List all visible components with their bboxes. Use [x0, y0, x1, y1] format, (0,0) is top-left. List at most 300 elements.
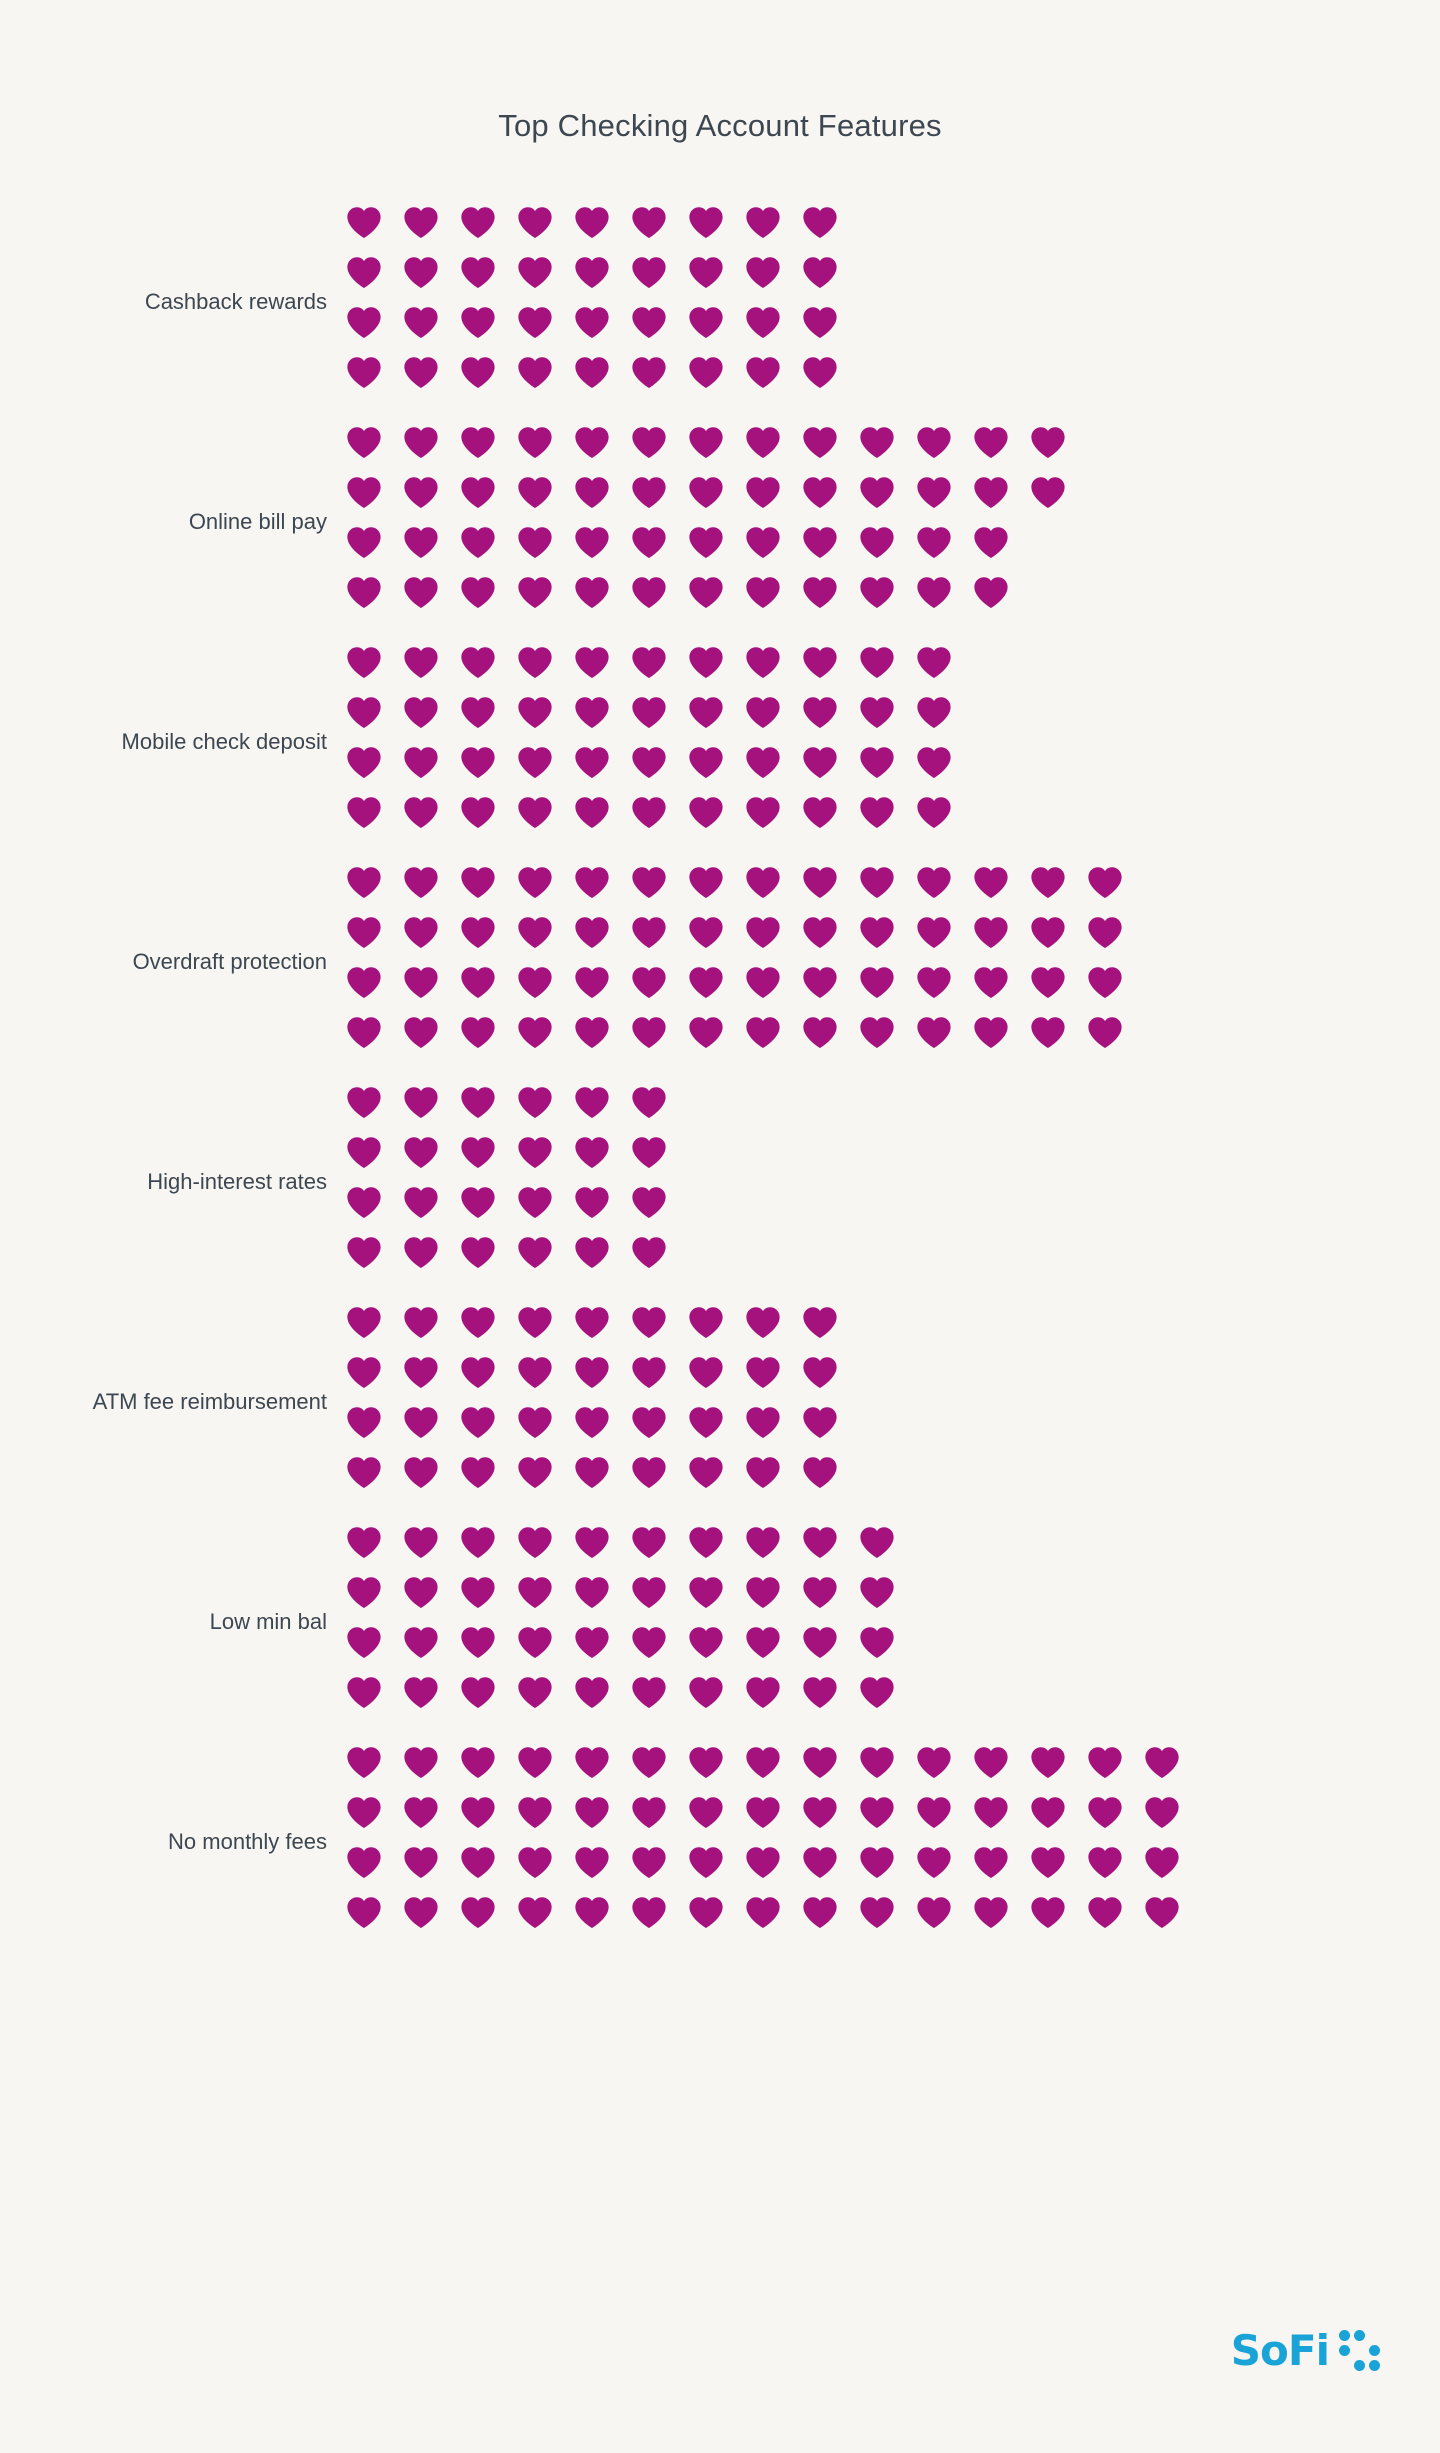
heart-icon [459, 1795, 516, 1839]
heart-icon [801, 1525, 858, 1569]
pictogram-icon-line [345, 1625, 1415, 1669]
heart-icon [345, 1015, 402, 1059]
heart-icon [459, 355, 516, 399]
heart-icon [744, 1525, 801, 1569]
pictogram-icons [345, 865, 1415, 1059]
heart-icon [345, 1085, 402, 1129]
heart-icon [459, 1135, 516, 1179]
heart-icon [573, 1455, 630, 1499]
heart-icon [630, 1525, 687, 1569]
heart-icon [516, 1675, 573, 1719]
heart-icon [801, 305, 858, 349]
heart-icon [573, 1405, 630, 1449]
heart-icon [972, 525, 1029, 569]
heart-icon [402, 1525, 459, 1569]
heart-icon [1029, 1895, 1086, 1939]
pictogram-icon-line [345, 575, 1415, 619]
heart-icon [630, 795, 687, 839]
heart-icon [402, 965, 459, 1009]
heart-icon [858, 745, 915, 789]
heart-icon [858, 425, 915, 469]
heart-icon [573, 1795, 630, 1839]
logo-dot [1354, 2330, 1365, 2341]
heart-icon [573, 965, 630, 1009]
heart-icon [516, 865, 573, 909]
logo-dot [1354, 2345, 1365, 2356]
heart-icon [459, 1085, 516, 1129]
heart-icon [516, 745, 573, 789]
heart-icon [744, 865, 801, 909]
heart-icon [687, 1305, 744, 1349]
logo-wordmark: SoFi [1230, 2326, 1329, 2375]
heart-icon [402, 1625, 459, 1669]
pictogram-icons [345, 425, 1415, 619]
heart-icon [573, 355, 630, 399]
heart-icon [858, 1745, 915, 1789]
heart-icon [801, 205, 858, 249]
heart-icon [516, 1085, 573, 1129]
heart-icon [516, 575, 573, 619]
heart-icon [972, 575, 1029, 619]
heart-icon [915, 865, 972, 909]
heart-icon [687, 1845, 744, 1889]
heart-icon [744, 525, 801, 569]
heart-icon [801, 575, 858, 619]
heart-icon [687, 1405, 744, 1449]
heart-icon [858, 1795, 915, 1839]
pictogram-icons [345, 1305, 1415, 1499]
heart-icon [516, 1575, 573, 1619]
heart-icon [1029, 1015, 1086, 1059]
logo-dot [1369, 2345, 1380, 2356]
heart-icon [345, 475, 402, 519]
logo-dot [1354, 2360, 1365, 2371]
heart-icon [744, 475, 801, 519]
heart-icon [801, 1895, 858, 1939]
heart-icon [573, 1525, 630, 1569]
heart-icon [687, 1745, 744, 1789]
heart-icon [858, 1845, 915, 1889]
heart-icon [402, 1895, 459, 1939]
heart-icon [402, 355, 459, 399]
heart-icon [801, 1305, 858, 1349]
heart-icon [345, 1405, 402, 1449]
heart-icon [345, 205, 402, 249]
heart-icon [516, 425, 573, 469]
heart-icon [516, 525, 573, 569]
heart-icon [1029, 425, 1086, 469]
heart-icon [687, 645, 744, 689]
heart-icon [1143, 1795, 1200, 1839]
heart-icon [915, 525, 972, 569]
pictogram-row [0, 1745, 1440, 1939]
heart-icon [915, 475, 972, 519]
heart-icon [459, 745, 516, 789]
heart-icon [630, 525, 687, 569]
heart-icon [516, 1135, 573, 1179]
pictogram-icon-line [345, 425, 1415, 469]
heart-icon [630, 645, 687, 689]
heart-icon [345, 745, 402, 789]
heart-icon [1143, 1845, 1200, 1889]
heart-icon [459, 1405, 516, 1449]
heart-icon [630, 205, 687, 249]
heart-icon [459, 1625, 516, 1669]
heart-icon [744, 1675, 801, 1719]
pictogram-icon-line [345, 1355, 1415, 1399]
heart-icon [744, 1625, 801, 1669]
heart-icon [345, 1795, 402, 1839]
heart-icon [516, 1015, 573, 1059]
pictogram-icons [345, 205, 1415, 399]
heart-icon [915, 1795, 972, 1839]
pictogram-row [0, 205, 1440, 399]
heart-icon [801, 1575, 858, 1619]
heart-icon [687, 355, 744, 399]
pictogram-row-label: Online bill pay [188, 508, 327, 534]
heart-icon [744, 1575, 801, 1619]
heart-icon [402, 795, 459, 839]
heart-icon [516, 1305, 573, 1349]
heart-icon [630, 1675, 687, 1719]
heart-icon [801, 1405, 858, 1449]
heart-icon [402, 1185, 459, 1229]
heart-icon [459, 695, 516, 739]
sofi-logo [1231, 2326, 1380, 2375]
heart-icon [687, 1895, 744, 1939]
heart-icon [402, 475, 459, 519]
heart-icon [744, 645, 801, 689]
heart-icon [972, 915, 1029, 959]
heart-icon [1029, 915, 1086, 959]
heart-icon [402, 1675, 459, 1719]
heart-icon [516, 695, 573, 739]
heart-icon [1086, 1845, 1143, 1889]
heart-icon [801, 1355, 858, 1399]
pictogram-icon-line [345, 1845, 1415, 1889]
heart-icon [402, 1745, 459, 1789]
heart-icon [801, 1845, 858, 1889]
heart-icon [573, 1235, 630, 1279]
heart-icon [744, 1015, 801, 1059]
heart-icon [402, 1235, 459, 1279]
heart-icon [573, 1625, 630, 1669]
heart-icon [744, 255, 801, 299]
pictogram-icon-line [345, 205, 1415, 249]
heart-icon [858, 1625, 915, 1669]
heart-icon [459, 1305, 516, 1349]
heart-icon [801, 695, 858, 739]
heart-icon [459, 1895, 516, 1939]
heart-icon [1086, 1795, 1143, 1839]
pictogram-chart [0, 205, 1440, 1965]
heart-icon [687, 965, 744, 1009]
heart-icon [345, 305, 402, 349]
heart-icon [687, 305, 744, 349]
pictogram-icon-line [345, 1895, 1415, 1939]
heart-icon [573, 205, 630, 249]
heart-icon [630, 1405, 687, 1449]
heart-icon [687, 1795, 744, 1839]
heart-icon [345, 1185, 402, 1229]
heart-icon [687, 475, 744, 519]
heart-icon [687, 915, 744, 959]
pictogram-icon-line [345, 1235, 1415, 1279]
heart-icon [915, 695, 972, 739]
heart-icon [972, 965, 1029, 1009]
heart-icon [459, 1845, 516, 1889]
heart-icon [516, 1455, 573, 1499]
heart-icon [459, 645, 516, 689]
heart-icon [744, 355, 801, 399]
heart-icon [459, 1575, 516, 1619]
heart-icon [744, 1745, 801, 1789]
heart-icon [573, 525, 630, 569]
pictogram-icon-line [345, 1795, 1415, 1839]
pictogram-row-label: Mobile check deposit [121, 728, 327, 754]
heart-icon [516, 1845, 573, 1889]
heart-icon [630, 1795, 687, 1839]
heart-icon [345, 1135, 402, 1179]
heart-icon [630, 1895, 687, 1939]
logo-dot [1339, 2330, 1350, 2341]
heart-icon [858, 865, 915, 909]
heart-icon [573, 1895, 630, 1939]
pictogram-row-label: ATM fee reimbursement [92, 1388, 327, 1414]
heart-icon [915, 915, 972, 959]
heart-icon [744, 575, 801, 619]
heart-icon [858, 525, 915, 569]
logo-dot [1369, 2360, 1380, 2371]
heart-icon [459, 1455, 516, 1499]
pictogram-row-label: High-interest rates [147, 1168, 327, 1194]
heart-icon [687, 1355, 744, 1399]
heart-icon [630, 425, 687, 469]
heart-icon [801, 425, 858, 469]
heart-icon [516, 1525, 573, 1569]
heart-icon [402, 525, 459, 569]
heart-icon [516, 1235, 573, 1279]
heart-icon [402, 915, 459, 959]
heart-icon [345, 645, 402, 689]
pictogram-row-label: Overdraft protection [132, 948, 327, 974]
heart-icon [345, 355, 402, 399]
heart-icon [630, 575, 687, 619]
heart-icon [858, 1675, 915, 1719]
heart-icon [402, 1355, 459, 1399]
heart-icon [801, 1675, 858, 1719]
logo-dot [1369, 2330, 1380, 2341]
heart-icon [573, 865, 630, 909]
pictogram-row-label: No monthly fees [168, 1828, 327, 1854]
heart-icon [402, 1795, 459, 1839]
heart-icon [402, 1135, 459, 1179]
pictogram-icon-line [345, 305, 1415, 349]
heart-icon [630, 255, 687, 299]
heart-icon [345, 1235, 402, 1279]
heart-icon [687, 1015, 744, 1059]
heart-icon [573, 695, 630, 739]
heart-icon [744, 1795, 801, 1839]
heart-icon [630, 1235, 687, 1279]
heart-icon [345, 865, 402, 909]
heart-icon [915, 1895, 972, 1939]
pictogram-icon-line [345, 1675, 1415, 1719]
heart-icon [972, 865, 1029, 909]
heart-icon [1086, 915, 1143, 959]
heart-icon [915, 795, 972, 839]
heart-icon [1029, 1795, 1086, 1839]
heart-icon [744, 745, 801, 789]
heart-icon [915, 575, 972, 619]
heart-icon [573, 1845, 630, 1889]
heart-icon [801, 1455, 858, 1499]
heart-icon [630, 1015, 687, 1059]
heart-icon [345, 255, 402, 299]
heart-icon [459, 525, 516, 569]
heart-icon [801, 475, 858, 519]
heart-icon [402, 1575, 459, 1619]
heart-icon [573, 1745, 630, 1789]
heart-icon [516, 355, 573, 399]
pictogram-icon-line [345, 1575, 1415, 1619]
heart-icon [459, 865, 516, 909]
pictogram-icon-line [345, 1305, 1415, 1349]
pictogram-icon-line [345, 795, 1415, 839]
logo-dot [1339, 2345, 1350, 2356]
pictogram-row [0, 1085, 1440, 1279]
heart-icon [858, 1015, 915, 1059]
heart-icon [459, 1745, 516, 1789]
heart-icon [516, 1625, 573, 1669]
heart-icon [516, 1895, 573, 1939]
heart-icon [459, 915, 516, 959]
heart-icon [858, 575, 915, 619]
heart-icon [516, 1405, 573, 1449]
heart-icon [402, 1405, 459, 1449]
heart-icon [345, 1845, 402, 1889]
heart-icon [459, 1675, 516, 1719]
pictogram-row [0, 1305, 1440, 1499]
heart-icon [459, 475, 516, 519]
heart-icon [1086, 865, 1143, 909]
heart-icon [573, 1355, 630, 1399]
heart-icon [972, 1745, 1029, 1789]
heart-icon [687, 425, 744, 469]
heart-icon [516, 205, 573, 249]
heart-icon [801, 1795, 858, 1839]
pictogram-row [0, 865, 1440, 1059]
heart-icon [687, 1675, 744, 1719]
heart-icon [459, 255, 516, 299]
heart-icon [573, 1085, 630, 1129]
pictogram-icon-line [345, 1525, 1415, 1569]
heart-icon [516, 645, 573, 689]
heart-icon [1029, 965, 1086, 1009]
heart-icon [744, 1845, 801, 1889]
heart-icon [630, 1745, 687, 1789]
heart-icon [801, 745, 858, 789]
heart-icon [402, 425, 459, 469]
heart-icon [687, 1625, 744, 1669]
logo-dot [1339, 2360, 1350, 2371]
pictogram-row-label: Cashback rewards [144, 288, 327, 314]
heart-icon [402, 1015, 459, 1059]
heart-icon [459, 425, 516, 469]
heart-icon [630, 965, 687, 1009]
heart-icon [630, 305, 687, 349]
heart-icon [630, 1085, 687, 1129]
heart-icon [858, 915, 915, 959]
heart-icon [801, 1745, 858, 1789]
page-title: Top Checking Account Features [498, 108, 942, 143]
pictogram-icon-line [345, 1015, 1415, 1059]
heart-icon [858, 1895, 915, 1939]
heart-icon [858, 695, 915, 739]
pictogram-icon-line [345, 355, 1415, 399]
heart-icon [1086, 965, 1143, 1009]
heart-icon [402, 255, 459, 299]
heart-icon [1086, 1745, 1143, 1789]
heart-icon [345, 915, 402, 959]
heart-icon [630, 1575, 687, 1619]
pictogram-row [0, 645, 1440, 839]
heart-icon [972, 1015, 1029, 1059]
heart-icon [402, 695, 459, 739]
heart-icon [345, 695, 402, 739]
heart-icon [573, 745, 630, 789]
heart-icon [858, 795, 915, 839]
heart-icon [345, 1745, 402, 1789]
heart-icon [858, 965, 915, 1009]
heart-icon [345, 1675, 402, 1719]
pictogram-icons [345, 1085, 1415, 1279]
heart-icon [915, 645, 972, 689]
heart-icon [1029, 865, 1086, 909]
heart-icon [687, 1455, 744, 1499]
heart-icon [1086, 1015, 1143, 1059]
heart-icon [459, 205, 516, 249]
logo-dot-grid-icon [1339, 2330, 1380, 2371]
heart-icon [630, 745, 687, 789]
heart-icon [402, 1845, 459, 1889]
heart-icon [516, 795, 573, 839]
heart-icon [630, 865, 687, 909]
heart-icon [459, 1525, 516, 1569]
heart-icon [459, 1185, 516, 1229]
heart-icon [573, 255, 630, 299]
heart-icon [345, 1625, 402, 1669]
pictogram-icon-line [345, 745, 1415, 789]
heart-icon [687, 525, 744, 569]
heart-icon [402, 1455, 459, 1499]
heart-icon [402, 865, 459, 909]
heart-icon [516, 915, 573, 959]
heart-icon [801, 255, 858, 299]
heart-icon [345, 795, 402, 839]
heart-icon [459, 1355, 516, 1399]
heart-icon [630, 1845, 687, 1889]
heart-icon [858, 475, 915, 519]
heart-icon [744, 1895, 801, 1939]
heart-icon [744, 1305, 801, 1349]
pictogram-icon-line [345, 525, 1415, 569]
heart-icon [345, 1355, 402, 1399]
heart-icon [972, 1845, 1029, 1889]
heart-icon [687, 205, 744, 249]
heart-icon [801, 645, 858, 689]
pictogram-row [0, 1525, 1440, 1719]
